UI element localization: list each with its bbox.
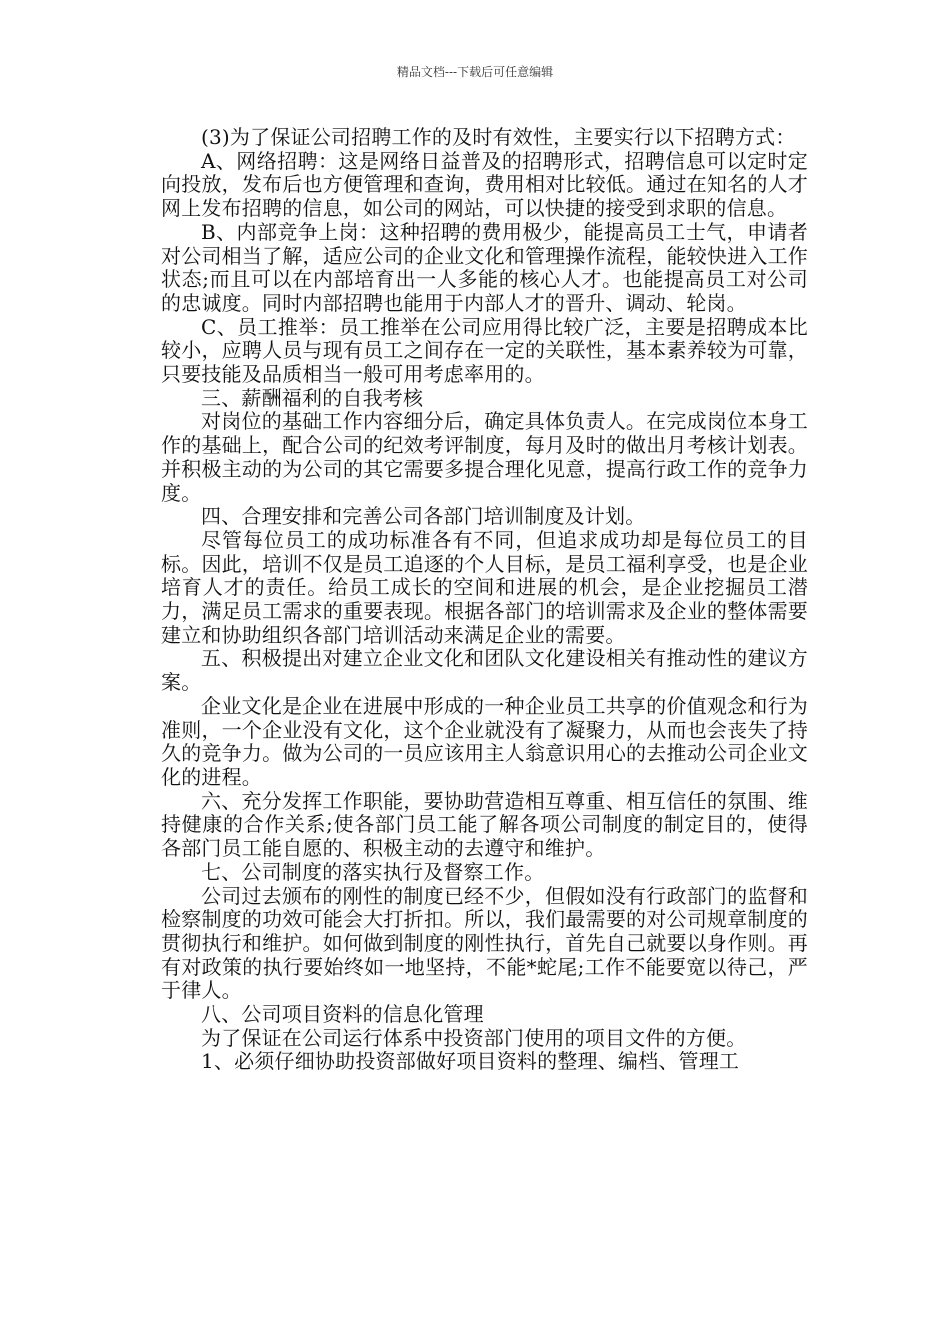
paragraph-corporate-culture: 企业文化是企业在进展中形成的一种企业员工共享的价值观念和行为准则，一个企业没有文化，这个企业就没有了凝聚力，从而也会丧失了持久的竞争力。做为公司的一员应该用主人翁意识用心的去推动公司企业文化的进程。: [161, 693, 808, 789]
paragraph-self-assessment: 对岗位的基础工作内容细分后，确定具体负责人。在完成岗位本身工作的基础上，配合公司的纪效考评制度，每月及时的做出月考核计划表。并积极主动的为公司的其它需要多提合理化见意，提高行政工作的竞争力度。: [161, 409, 808, 505]
paragraph-recruitment-methods: (3)为了保证公司招聘工作的及时有效性，主要实行以下招聘方式：: [201, 125, 796, 149]
page-header: 精品文档---下载后可任意编辑: [396, 65, 554, 79]
paragraph-training: 尽管每位员工的成功标准各有不同，但追求成功却是每位员工的目标。因此，培训不仅是员工追逐的个人目标，是员工福利享受，也是企业培育人才的责任。给员工成长的空间和进展的机会，是企业挖掘员工潜力，满足员工需求的重要表现。根据各部门的培训需求及企业的整体需要建立和协助组织各部门培训活动来满足企业的需要。: [161, 527, 808, 647]
section-heading-4: 四、合理安排和完善公司各部门培训制度及计划。: [201, 504, 646, 529]
paragraph-rules-enforcement: 公司过去颁布的刚性的制度已经不少，但假如没有行政部门的监督和检察制度的功效可能会大打折扣。所以，我们最需要的对公司规章制度的贯彻执行和维护。如何做到制度的刚性执行，首先自己就要以身作则。再有对政策的执行要始终如一地坚持，不能*蛇尾;工作不能要宽以待己，严于律人。: [161, 883, 808, 1003]
paragraph-internal-competition: B、内部竞争上岗：这种招聘的费用极少，能提高员工士气，申请者对公司相当了解，适应公司的企业文化和管理操作流程，能较快进入工作状态;而且可以在内部培育出一人多能的核心人才。也能提高员工对公司的忠诚度。同时内部招聘也能用于内部人才的晋升、调动、轮岗。: [161, 219, 808, 315]
section-heading-7: 七、公司制度的落实执行及督察工作。: [201, 859, 545, 884]
document-body: [161, 126, 808, 1074]
paragraph-item-1: 1、必须仔细协助投资部做好项目资料的整理、编档、管理工: [201, 1049, 740, 1074]
section-heading-5: 五、积极提出对建立企业文化和团队文化建设相关有推动性的建议方案。: [161, 646, 808, 695]
paragraph-employee-referral: C、员工推举：员工推举在公司应用得比较广泛，主要是招聘成本比较小，应聘人员与现有员工之间存在一定的关联性，基本素养较为可靠，只要技能及品质相当一般可用考虑率用的。: [161, 314, 808, 387]
paragraph-project-files: 为了保证在公司运行体系中投资部门使用的项目文件的方便。: [201, 1025, 747, 1050]
paragraph-online-recruitment: A、网络招聘：这是网络日益普及的招聘形式，招聘信息可以定时定向投放，发布后也方便管理和查询，费用相对比较低。通过在知名的人才网上发布招聘的信息，如公司的网站，可以快捷的接受到求职的信息。: [161, 148, 808, 221]
section-heading-6: 六、充分发挥工作职能，要协助营造相互尊重、相互信任的氛围、维持健康的合作关系;使各部门员工能了解各项公司制度的制定目的，使得各部门员工能自愿的、积极主动的去遵守和维护。: [161, 788, 808, 861]
section-heading-8: 八、公司项目资料的信息化管理: [201, 1002, 484, 1027]
section-heading-3: 三、薪酬福利的自我考核: [201, 385, 424, 410]
